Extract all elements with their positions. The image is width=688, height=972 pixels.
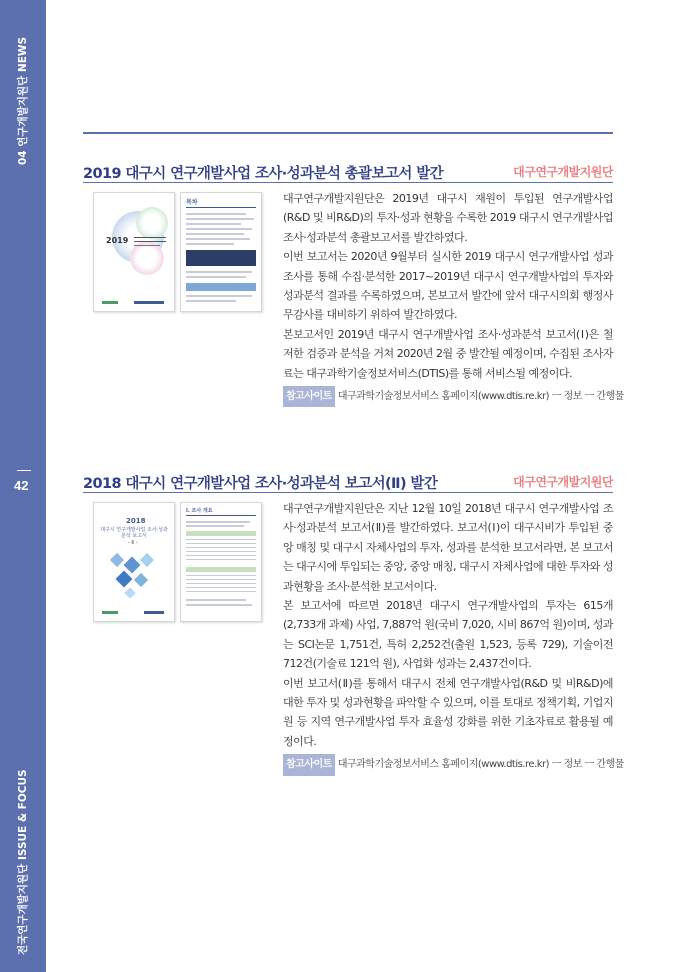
report-cover-image [93,502,175,622]
article-paragraph: 이번 보고서(Ⅱ)를 통해서 대구시 전체 연구개발사업(R&D 및 비R&D)에 대한 투자 및 성과현황을 파악할 수 있으며, 이를 토대로 정책기획, 기업지원 등 지역 연구개발사업 투자 효율성 강화를 위한 기초자료로 활용될 예정이다. [283,676,613,748]
article-header [83,470,613,493]
article-body [283,189,624,407]
article-title: 2019 대구시 연구개발사업 조사·성과분석 총괄보고서 발간 [83,166,444,182]
article-paragraph: 본 보고서에 따르면 2018년 대구시 연구개발사업의 투자는 615개(2,733개 과제) 사업, 7,887억 원(국비 7,020, 시비 867억 원)이며, 성과는 SCI논문 1,751건, 특허 2,252건(출원 1,523, 등록 729), 기술이전 712건(기술료 121억 원), 사업화 성과는 2,437건이다. [283,599,613,671]
report-thumbnails [93,192,263,312]
cover-year: 2018 [126,517,146,525]
report-thumbnails [93,502,263,622]
page-number: 42 [14,478,29,493]
article-2019-report [83,160,624,403]
top-divider [83,132,613,134]
report-cover-image [93,192,175,312]
sidebar [0,0,46,972]
reference-link[interactable]: 대구과학기술정보서비스 홈페이지(www.dtis.re.kr) ㅡ 정보 ㅡ 간행물 [337,391,624,403]
sidebar-magazine-label: 전국연구개발지원단 ISSUE & FOCUS [17,769,29,955]
reference-label: 참고사이트 [283,386,335,407]
cover-year: 2019 [106,236,129,245]
sidebar-section-label: 04 연구개발지원단 NEWS [17,36,29,165]
article-organization: 대구연구개발지원단 [513,165,613,179]
article-2018-report [83,470,624,771]
article-paragraph: 이번 보고서는 2020년 9월부터 실시한 2019 대구시 연구개발사업 성과조사를 통해 수집·분석한 2017~2019년 대구시 연구개발사업의 투자와 성과분석 결과를 수록하였으며, 본보고서 발간에 앞서 대구시의회 행정사무감사를 대비하기 위하여 발간하였다. [283,250,613,322]
report-contents-page-image [180,192,262,312]
article-body [283,499,624,776]
article-organization: 대구연구개발지원단 [513,475,613,489]
inner-page-heading: Ⅰ. 조사 개요 [186,508,213,514]
reference-label: 참고사이트 [283,754,335,775]
article-header [83,160,613,183]
reference-site [283,386,624,407]
cover-volume: - Ⅱ - [128,540,138,546]
article-paragraph: 대구연구개발지원단은 지난 12월 10일 2018년 대구시 연구개발사업 조사·성과분석 보고서(Ⅱ)를 발간하였다. 보고서(Ⅰ)이 대구시비가 투입된 중앙 매칭 및 대구시 자체사업의 투자, 성과를 분석한 보고서라면, 본 보고서는 대구시에 투입되는 중앙, 중앙 매칭, 대구시 자체사업에 대한 투자와 성과현황을 조사·분석한 보고서이다. [283,502,613,593]
article-paragraph: 본보고서인 2019년 대구시 연구개발사업 조사·성과분석 보고서(Ⅰ)은 철저한 검증과 분석을 거쳐 2020년 2월 중 발간될 예정이며, 수집된 조사자료는 대구과학기술정보서비스(DTIS)를 통해 서비스될 예정이다. [283,327,613,380]
report-inner-page-image [180,502,262,622]
reference-site [283,754,624,775]
contents-heading: 목차 [186,199,198,206]
page-number-divider [17,470,31,471]
reference-link[interactable]: 대구과학기술정보서비스 홈페이지(www.dtis.re.kr) ㅡ 정보 ㅡ 간행물 [337,759,624,771]
cover-heading: 대구시 연구개발사업 조사·성과분석 보고서 [100,527,168,539]
article-title: 2018 대구시 연구개발사업 조사·성과분석 보고서(Ⅱ) 발간 [83,476,438,492]
article-paragraph: 대구연구개발지원단은 2019년 대구시 재원이 투입된 연구개발사업(R&D 및 비R&D)의 투자·성과 현황을 수록한 2019 대구시 연구개발사업 조사·성과분석 총괄보고서를 발간하였다. [283,192,613,244]
